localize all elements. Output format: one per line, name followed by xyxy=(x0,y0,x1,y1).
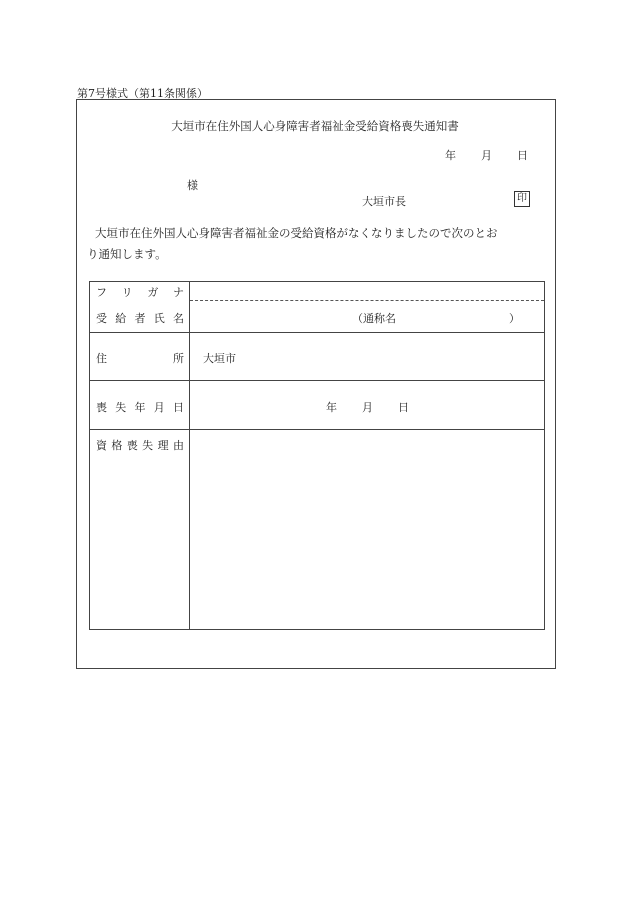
body-text-line-2: り通知します。 xyxy=(87,247,167,261)
issuer-name: 大垣市長 xyxy=(362,195,406,208)
row-divider xyxy=(90,332,544,333)
form-number: 第7号様式（第11条関係） xyxy=(77,87,208,100)
recipient-name-label: 受 給 者 氏 名 xyxy=(96,312,184,325)
date-month-label: 月 xyxy=(481,149,492,162)
loss-date-day: 日 xyxy=(398,401,409,414)
common-name-open: （通称名 xyxy=(352,312,396,325)
loss-reason-label: 資 格 喪 失 理 由 xyxy=(96,439,184,452)
seal-mark: 印 xyxy=(514,191,530,207)
loss-date-label: 喪 失 年 月 日 xyxy=(96,401,184,414)
furigana-divider xyxy=(190,300,544,301)
address-label: 住 所 xyxy=(96,352,184,365)
info-table xyxy=(89,281,545,630)
body-text-line-1: 大垣市在住外国人心身障害者福祉金の受給資格がなくなりましたので次のとお xyxy=(95,226,498,240)
loss-date-month: 月 xyxy=(362,401,373,414)
document-title: 大垣市在住外国人心身障害者福祉金受給資格喪失通知書 xyxy=(171,119,459,133)
row-divider xyxy=(90,380,544,381)
address-value: 大垣市 xyxy=(203,352,236,365)
table-column-divider xyxy=(189,282,190,629)
recipient-suffix: 様 xyxy=(187,179,198,192)
loss-date-year: 年 xyxy=(326,401,337,414)
furigana-label: フ リ ガ ナ xyxy=(96,286,184,299)
common-name-close: ） xyxy=(509,312,520,325)
date-day-label: 日 xyxy=(517,149,528,162)
date-year-label: 年 xyxy=(445,149,456,162)
row-divider xyxy=(90,429,544,430)
